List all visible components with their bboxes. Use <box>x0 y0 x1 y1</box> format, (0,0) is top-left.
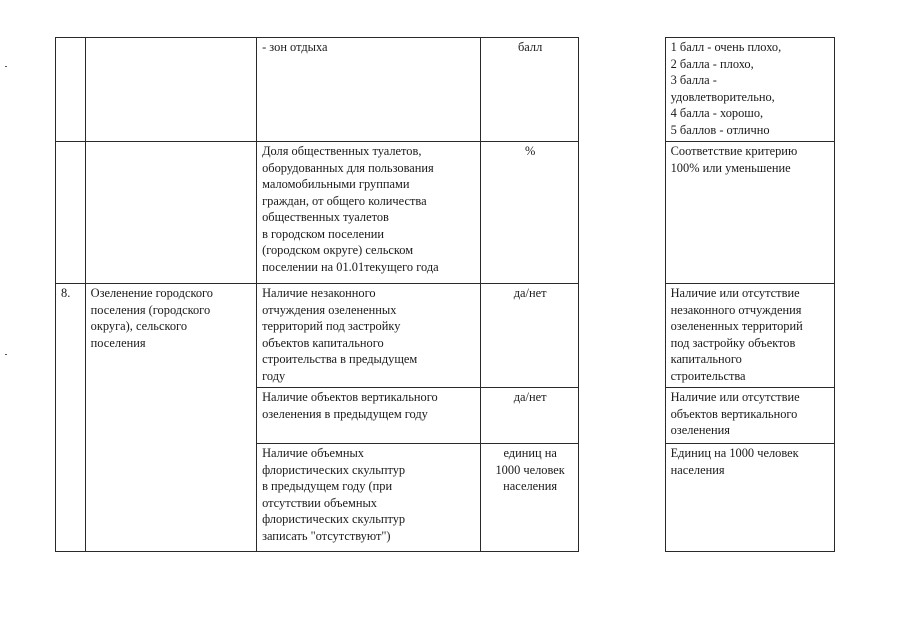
empty-value-cell <box>578 388 665 444</box>
indicator-cell: Наличие объемных флористических скульптур в предыдущем году (при отсутствии объемных флористических скульптур записать "отсутствуют") <box>257 444 481 552</box>
indicator-cell: Наличие незаконного отчуждения озелененных территорий под застройку объектов капитального строительства в предыдущем году <box>257 284 481 388</box>
criterion-cell: Наличие или отсутствие незаконного отчуждения озелененных территорий под застройку объектов капитального строительства <box>665 284 834 388</box>
category-name <box>85 142 256 284</box>
row-number <box>56 142 86 284</box>
indicator-cell: Доля общественных туалетов, оборудованных для пользования маломобильными группами граждан, от общего количества общественных туалетов в городском поселении (городском округе) сельском поселении на 01.01текущего года <box>257 142 481 284</box>
scan-mark <box>5 66 7 67</box>
criterion-cell: 1 балл - очень плохо, 2 балла - плохо, 3 балла - удовлетворительно, 4 балла - хорошо, 5 баллов - отлично <box>665 38 834 142</box>
table-row <box>56 284 835 388</box>
table-row <box>56 38 835 142</box>
unit-cell: балл <box>481 38 578 142</box>
criterion-cell: Наличие или отсутствие объектов вертикального озеленения <box>665 388 834 444</box>
unit-cell: да/нет <box>481 284 578 388</box>
empty-value-cell <box>578 38 665 142</box>
indicator-cell: Наличие объектов вертикального озеленения в предыдущем году <box>257 388 481 444</box>
scan-mark <box>5 354 7 355</box>
criteria-table <box>55 37 835 552</box>
row-number <box>56 38 86 142</box>
category-name <box>85 38 256 142</box>
empty-value-cell <box>578 444 665 552</box>
category-name: Озеленение городского поселения (городского округа), сельского поселения <box>85 284 256 552</box>
empty-value-cell <box>578 142 665 284</box>
criterion-cell: Соответствие критерию 100% или уменьшение <box>665 142 834 284</box>
unit-cell: да/нет <box>481 388 578 444</box>
unit-cell: единиц на 1000 человек населения <box>481 444 578 552</box>
empty-value-cell <box>578 284 665 388</box>
indicator-cell: - зон отдыха <box>257 38 481 142</box>
criterion-cell: Единиц на 1000 человек населения <box>665 444 834 552</box>
table-row <box>56 142 835 284</box>
unit-cell: % <box>481 142 578 284</box>
row-number: 8. <box>56 284 86 552</box>
